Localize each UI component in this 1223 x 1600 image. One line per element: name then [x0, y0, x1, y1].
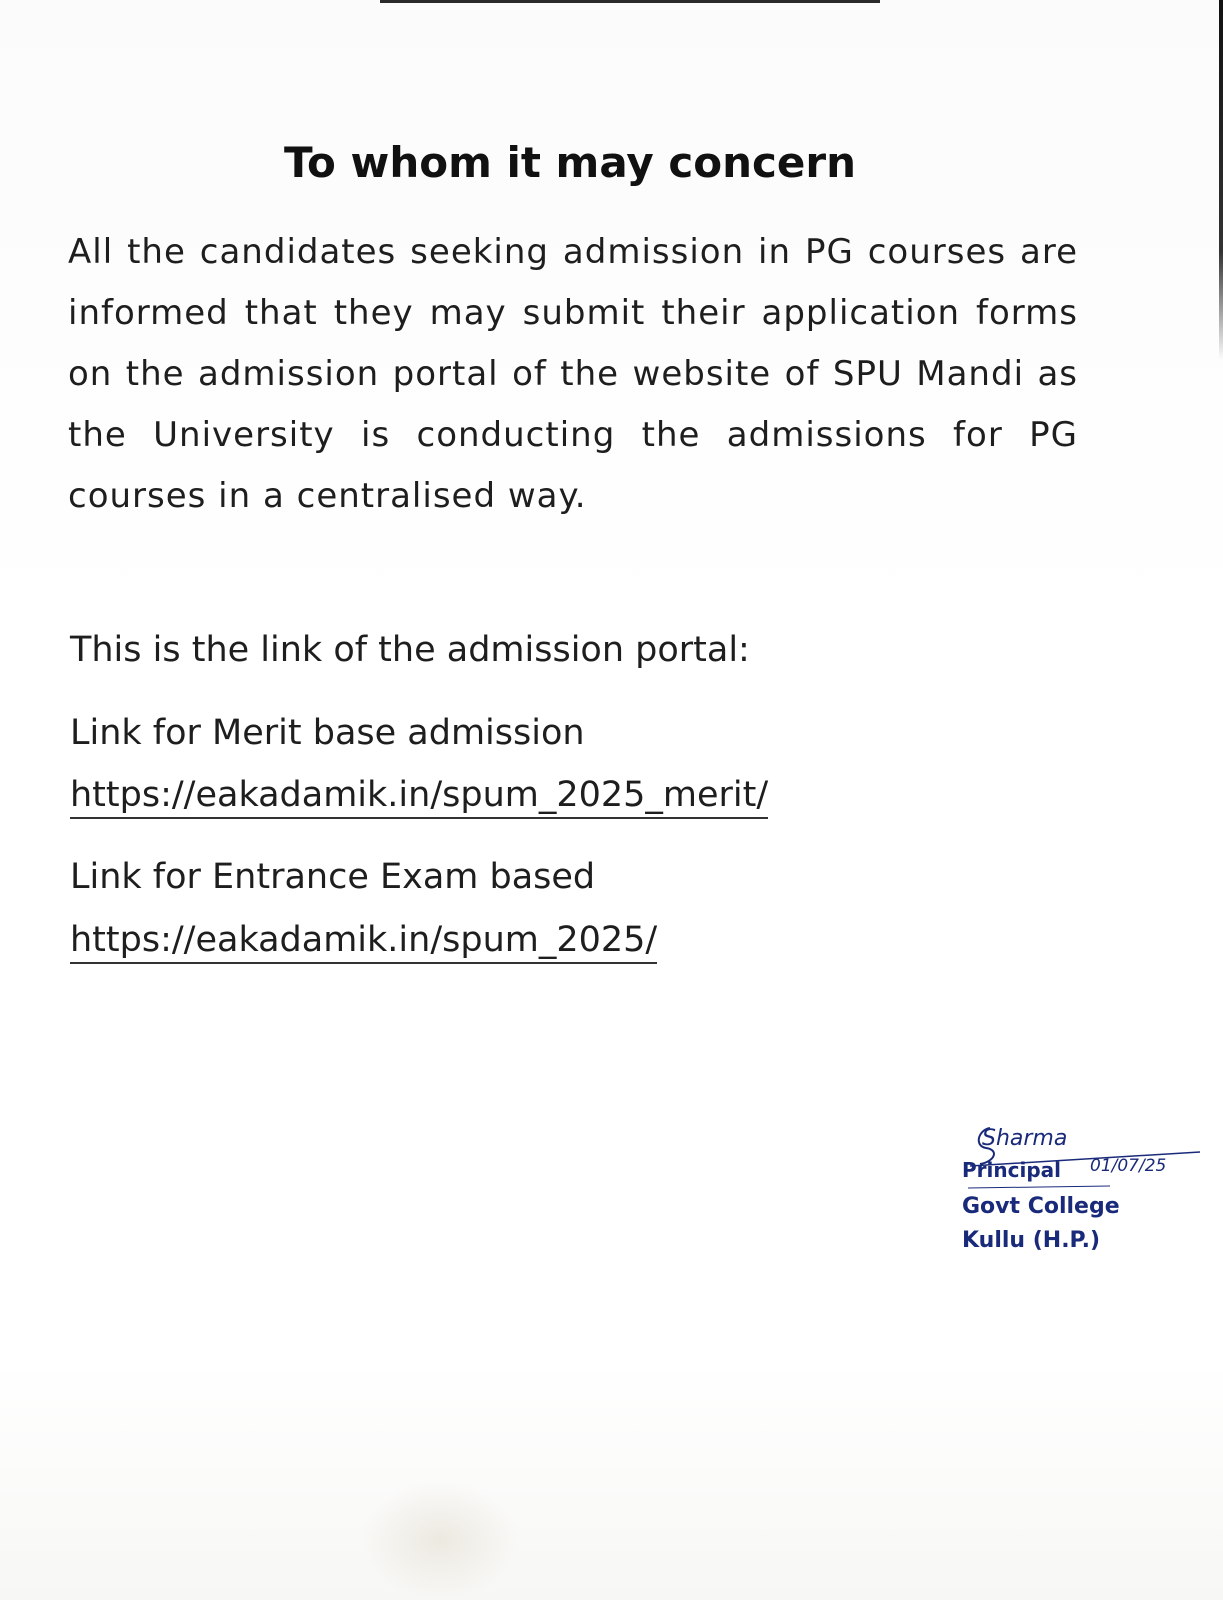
notice-body: All the candidates seeking admission in PG courses are informed that they may submit their application forms on the admission portal of the website of SPU Mandi as the University is conducting the admissions for PG courses in a centralised way.: [68, 232, 1078, 516]
entrance-exam-link[interactable]: https://eakadamik.in/spum_2025/: [70, 920, 657, 964]
signature-date: 01/07/25: [1090, 1156, 1167, 1176]
stamp-college: Govt College: [962, 1194, 1120, 1219]
document-title: To whom it may concern: [283, 138, 857, 187]
merit-link-label: Link for Merit base admission: [70, 713, 585, 753]
portal-intro: This is the link of the admission portal:: [70, 630, 750, 670]
entrance-link-label: Link for Entrance Exam based: [70, 857, 596, 897]
merit-admission-link[interactable]: https://eakadamik.in/spum_2025_merit/: [70, 775, 768, 819]
paper-smudge: [360, 1480, 520, 1600]
stamp-title: Principal: [962, 1158, 1061, 1182]
paper-right-edge: [1219, 0, 1223, 360]
signature-name: Sharma: [982, 1126, 1068, 1151]
signature-stamp-block: [960, 1118, 1210, 1278]
stamp-location: Kullu (H.P.): [962, 1228, 1101, 1253]
paper-top-edge: [380, 0, 880, 3]
